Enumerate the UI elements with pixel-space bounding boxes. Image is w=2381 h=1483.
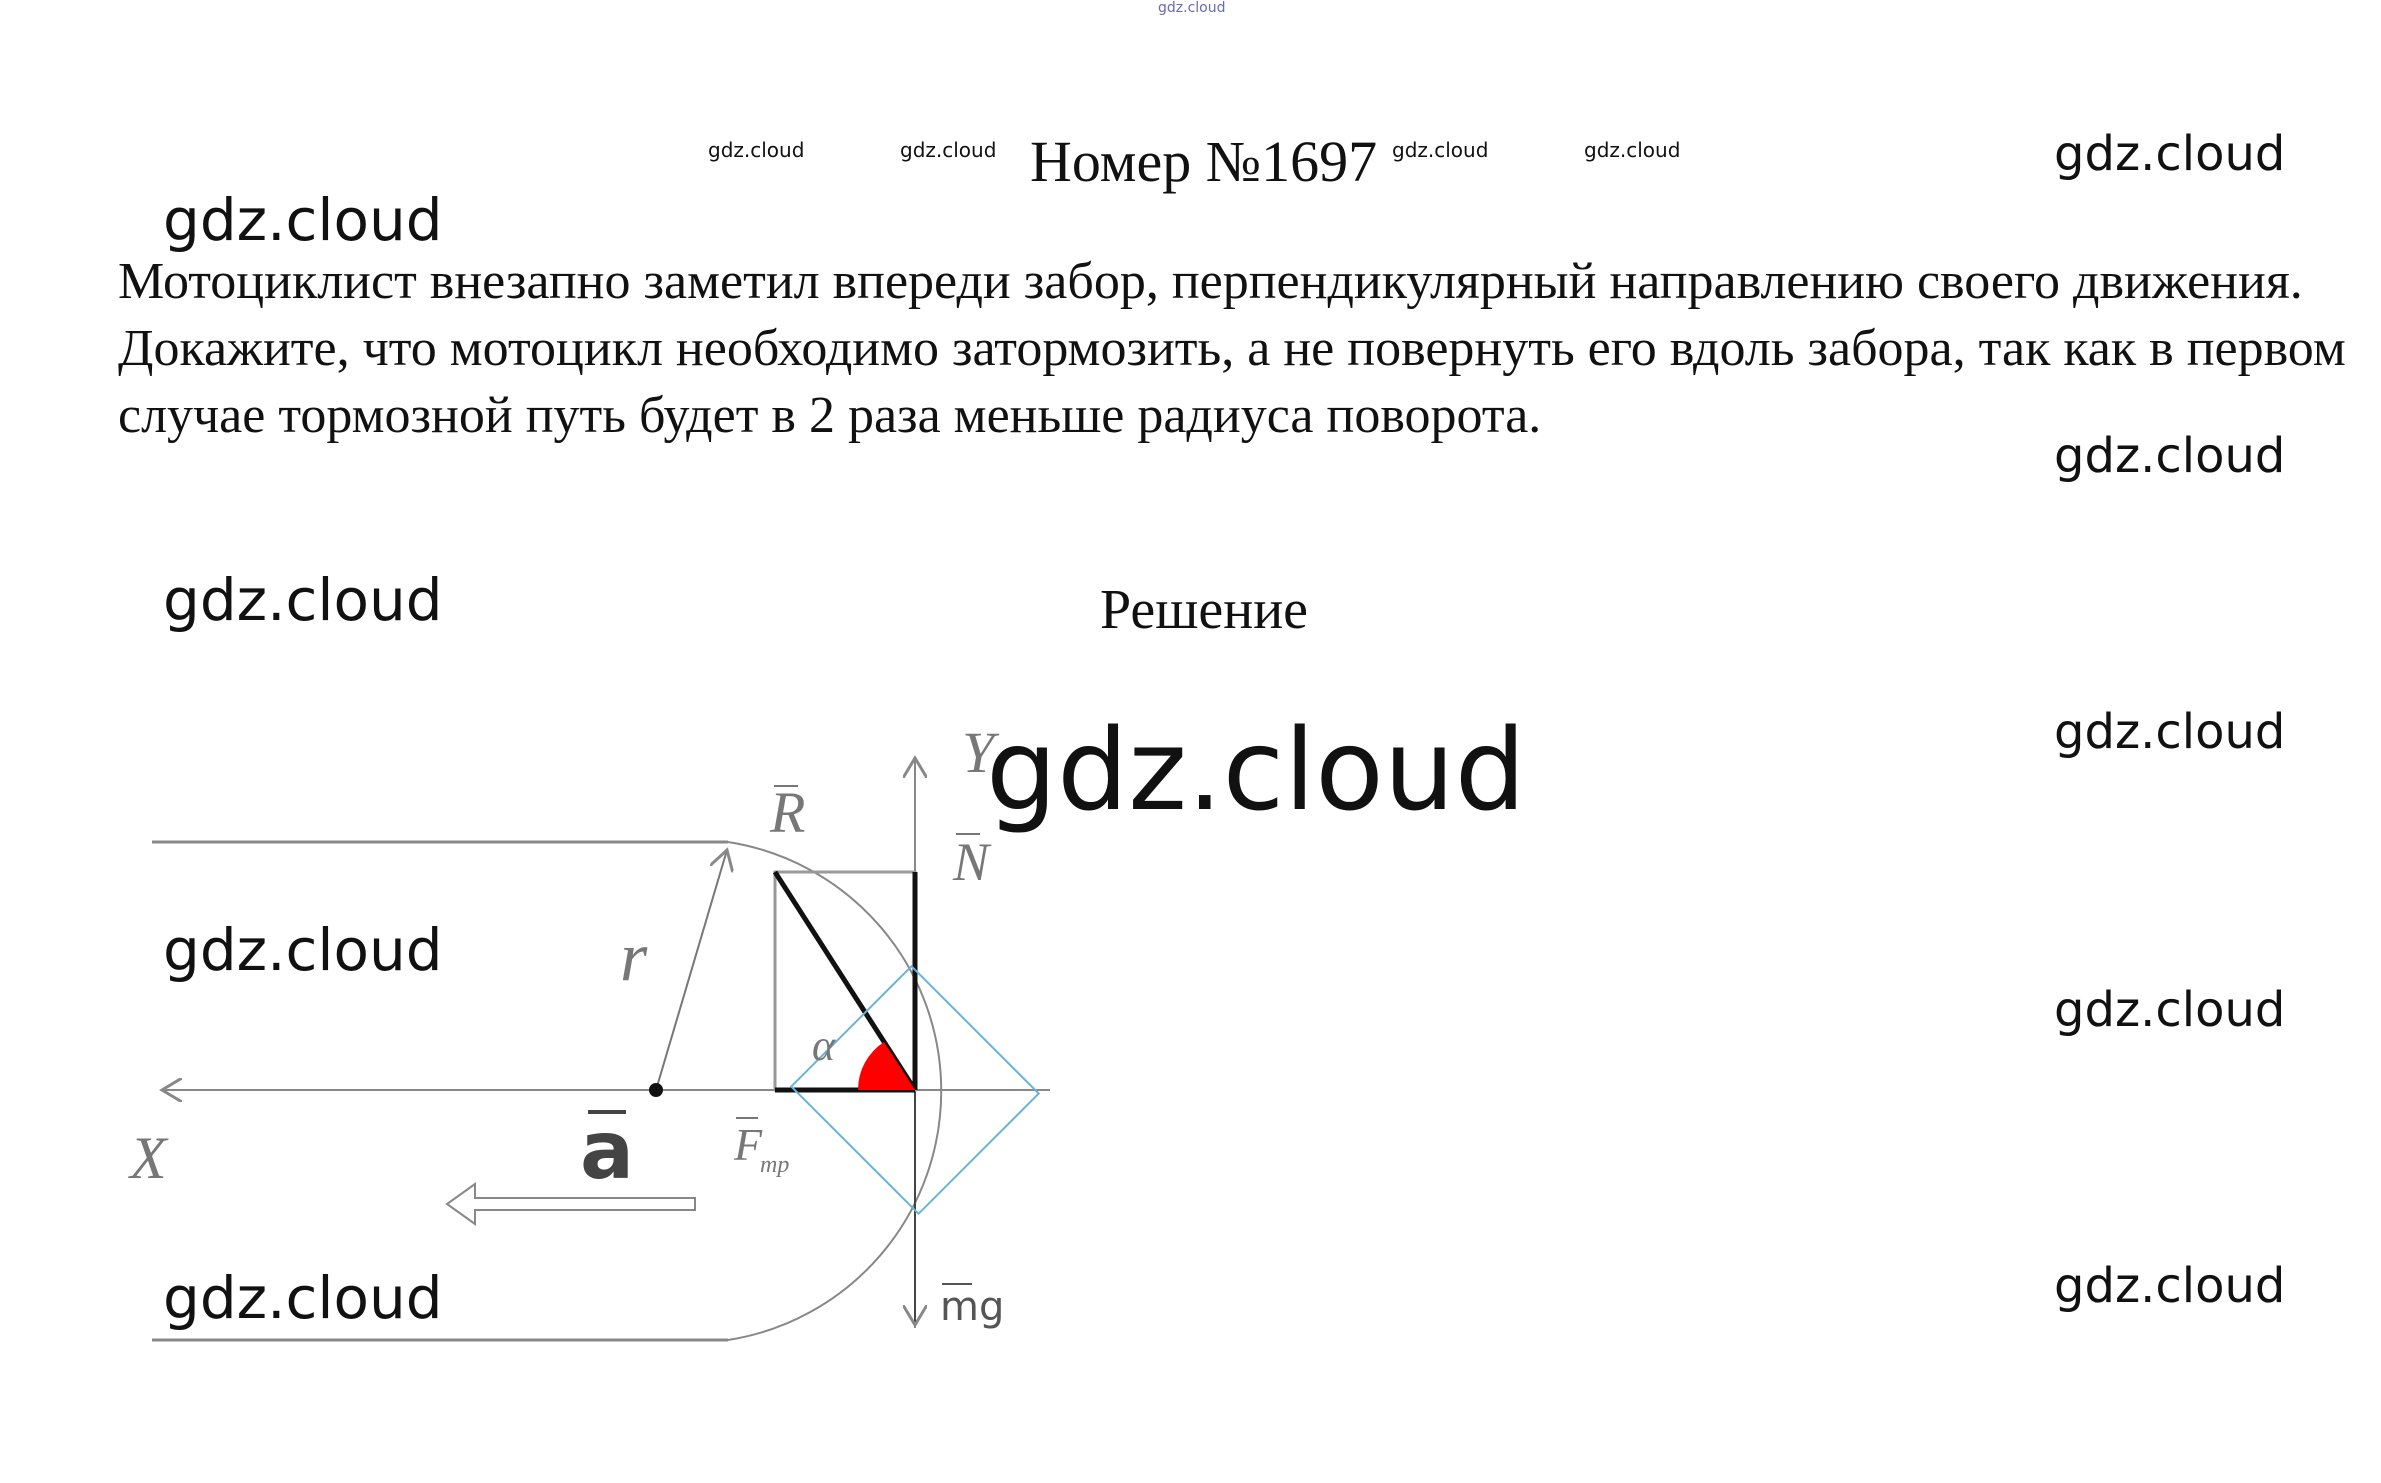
watermark: gdz.cloud (2054, 126, 2286, 182)
watermark: gdz.cloud (163, 1264, 443, 1332)
x-label: X (130, 1125, 167, 1191)
watermark: gdz.cloud (2054, 982, 2286, 1038)
watermark: gdz.cloud (900, 138, 997, 162)
watermark: gdz.cloud (163, 566, 443, 634)
watermark: gdz.cloud (163, 186, 443, 254)
friction-label-subscript: тр (760, 1152, 790, 1178)
n-vector-label: N (953, 832, 990, 892)
watermark: gdz.cloud (1392, 138, 1489, 162)
mg-label: mg (940, 1284, 1005, 1330)
acceleration-label: a (580, 1104, 634, 1197)
watermark: gdz.cloud (986, 706, 1526, 836)
alpha-angle (858, 1042, 915, 1090)
solution-heading: Решение (1100, 579, 1309, 641)
y-label: Y (962, 720, 995, 785)
radius-label: r (620, 919, 648, 996)
radius-line (656, 850, 727, 1090)
center-point (649, 1083, 663, 1097)
acceleration-arrow (447, 1184, 695, 1224)
force-diagram (110, 700, 1110, 1350)
watermark: gdz.cloud (2054, 704, 2286, 760)
r-vector-label: R (770, 780, 806, 845)
watermark: gdz.cloud (1584, 138, 1681, 162)
watermark: gdz.cloud (2054, 1258, 2286, 1314)
watermark: gdz.cloud (1158, 0, 1226, 16)
friction-label: F (734, 1119, 763, 1170)
watermark: gdz.cloud (708, 138, 805, 162)
problem-text: Мотоциклист внезапно заметил впереди забор, перпендикулярный направлению своего движения. Докажите, что мотоцикл необходимо затормозить, а не повернуть его вдоль забора, так как в первом случае тормозной путь будет в 2 раза меньше радиуса поворота. (118, 253, 2346, 444)
r-vector (775, 872, 915, 1090)
watermark: gdz.cloud (2054, 428, 2286, 484)
page-title: Номер №1697 (1030, 129, 1378, 194)
watermark: gdz.cloud (163, 916, 443, 984)
alpha-label: α (812, 1021, 836, 1070)
